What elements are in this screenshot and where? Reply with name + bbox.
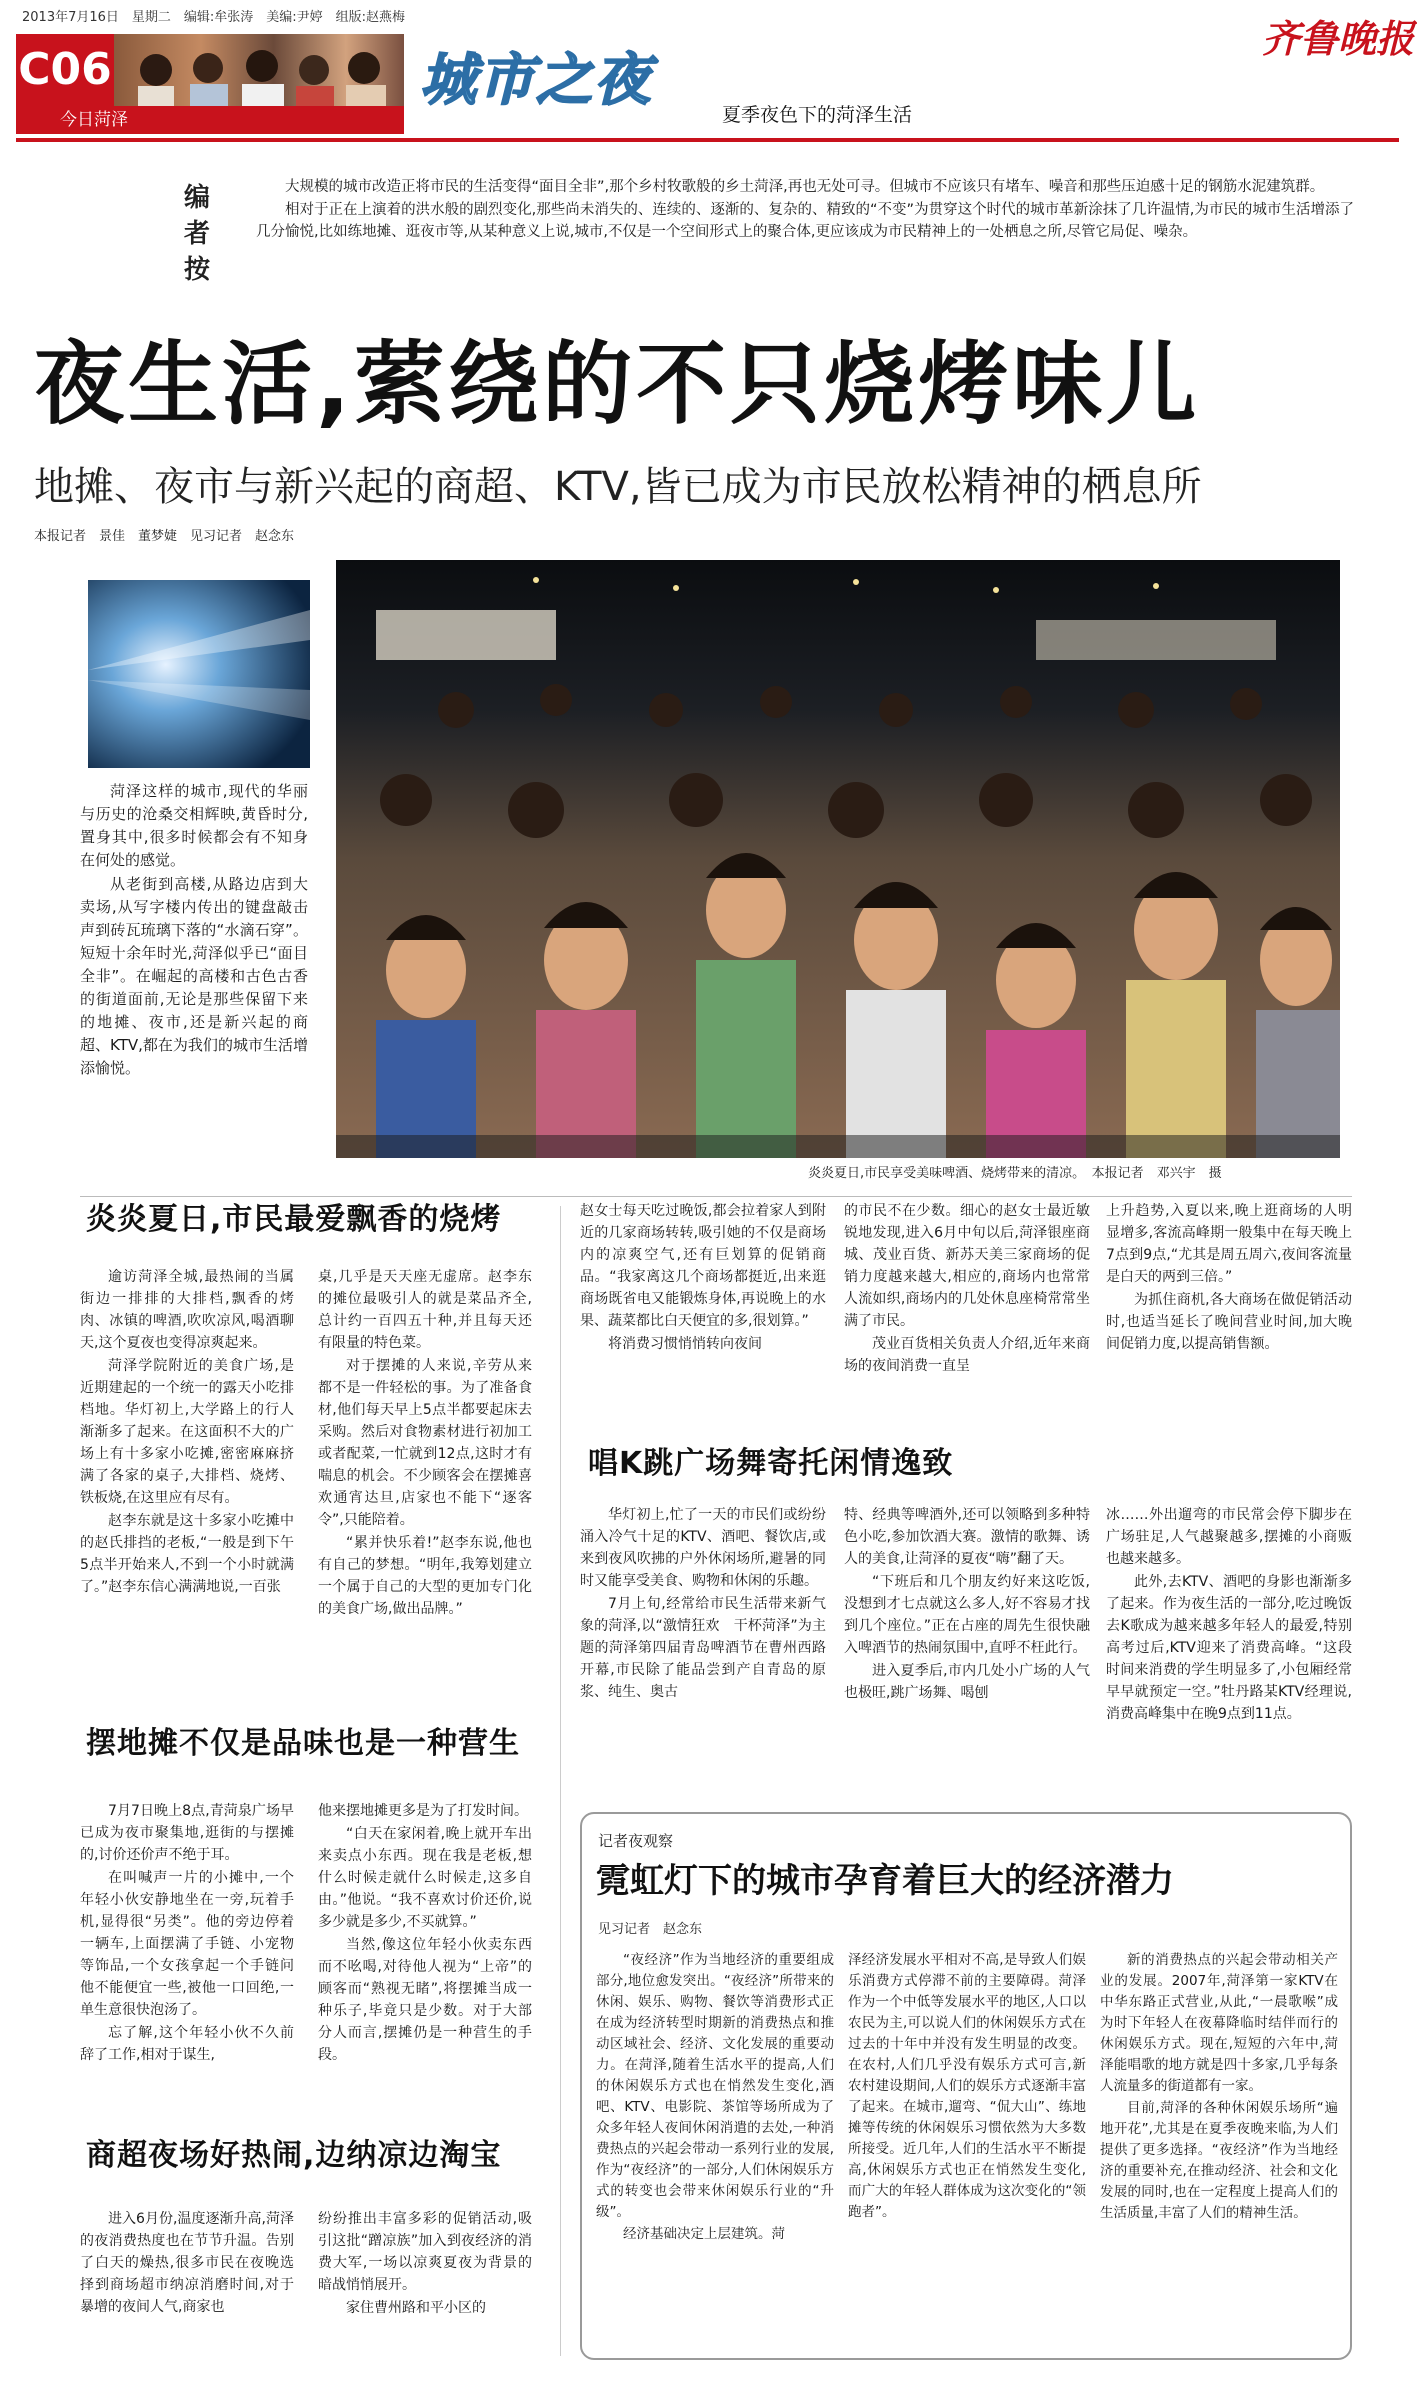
column-title: 城市之夜 — [420, 48, 652, 113]
mall-col-4 — [844, 1200, 1090, 1378]
editor-note-paragraph: 相对于正在上演着的洪水般的剧烈变化,那些尚未消失的、连续的、逐渐的、复杂的、精致的“不变”为贯穿这个时代的城市革新涂抹了几许温情,为市民的城市生活增添了几分愉悦,比如练地摊、逛夜市等,从某种意义上说,城市,不仅是一个空间形式上的聚合体,更应该成为市民精神上的一处栖息之所,尽管它局促、噪杂。 — [256, 202, 1354, 240]
paragraph: 泽经济发展水平相对不高,是导致人们娱乐消费方式停滞不前的主要障碍。菏泽作为一个中低等发展水平的地区,人口以农民为主,可以说人们的休闲娱乐方式在过去的十年中并没有发生明显的改变。在农村,人们几乎没有娱乐方式可言,新农村建设期间,人们的娱乐方式逐渐丰富了起来。在城市,遛弯、“侃大山”、练地摊等传统的休闲娱乐习惯依然为大多数所接受。近几年,人们的生活水平不断提高,休闲娱乐方式也正在悄然发生变化,而广大的年轻人群体成为这次变化的“领跑者”。 — [848, 1952, 1086, 2220]
paragraph: 逾访菏泽全城,最热闹的当属街边一排排的大排档,飘香的烤肉、冰镇的啤酒,吹吹凉风,喝酒聊天,这个夏夜也变得凉爽起来。 — [80, 1269, 294, 1351]
bbq-col-2 — [318, 1266, 532, 1621]
paragraph: 家住曹州路和平小区的 — [346, 2300, 486, 2316]
paragraph: 的市民不在少数。细心的赵女士最近敏锐地发现,进入6月中旬以后,菏泽银座商城、茂业百货、新苏天美三家商场的促销力度越来越大,相应的,商场内也常常人流如织,商场内的几处休息座椅常常坐满了市民。 — [844, 1203, 1090, 1329]
photo-caption: 炎炎夏日,市民享受美味啤酒、烧烤带来的清凉。 本报记者 邓兴宇 摄 — [808, 1166, 1222, 1181]
paragraph: 赵女士每天吃过晚饭,都会拉着家人到附近的几家商场转转,吸引她的不仅是商场内的凉爽空气,还有巨划算的促销商品。“我家离这几个商场都挺近,出来逛商场既省电又能锻炼身体,再说晚上的水果、蔬菜都比白天便宜的多,很划算。” — [580, 1203, 826, 1329]
stall-col-1 — [80, 1800, 294, 2067]
paragraph: “白天在家闲着,晚上就开车出来卖点小东西。现在我是老板,想什么时候走就什么时候走,这多自由。”他说。“我不喜欢讨价还价,说多少就是多少,不买就算。” — [318, 1826, 532, 1930]
subheadline: 地摊、夜市与新兴起的商超、KTV,皆已成为市民放松精神的栖息所 — [34, 464, 1202, 510]
editor-note-char: 编 — [184, 183, 211, 213]
editor-note — [256, 176, 1354, 244]
ktv-col-2 — [844, 1504, 1090, 1705]
observation-col-2 — [848, 1950, 1086, 2224]
paragraph: 将消费习惯悄悄转向夜间 — [608, 1336, 762, 1352]
observation-col-1 — [596, 1950, 834, 2246]
stall-col-2 — [318, 1800, 532, 2067]
main-photo — [336, 560, 1340, 1158]
paragraph: 为抓住商机,各大商场在做促销活动时,也适当延长了晚间营业时间,加大晚间促销力度,以提高销售额。 — [1106, 1292, 1352, 1352]
paragraph: 特、经典等啤酒外,还可以领略到多种特色小吃,参加饮酒大赛。激情的歌舞、诱人的美食,让菏泽的夏夜“嗨”翻了天。 — [844, 1507, 1090, 1567]
paragraph: 此外,去KTV、酒吧的身影也渐渐多了起来。作为夜生活的一部分,吃过晚饭去K歌成为越来越多年轻人的最爱,特别高考过后,KTV迎来了消费高峰。“这段时间来消费的学生明显多了,小包厢经常早早就预定一空。”牡丹路某KTV经理说,消费高峰集中在晚9点到11点。 — [1106, 1574, 1352, 1722]
paragraph: 目前,菏泽的各种休闲娱乐场所“遍地开花”,尤其是在夏季夜晚来临,为人们提供了更多选择。“夜经济”作为当地经济的重要补充,在推动经济、社会和文化发展的同时,也在一定程度上提高人们的生活质量,丰富了人们的精神生活。 — [1100, 2100, 1338, 2221]
divider — [80, 1196, 1352, 1197]
masthead-logo: 齐鲁晚报 — [1262, 16, 1415, 61]
paragraph: 桌,几乎是天天座无虚席。赵李东的摊位最吸引人的就是菜品齐全,总计约一百四五十种,并且每天还有限量的特色菜。 — [318, 1269, 532, 1351]
paragraph: 对于摆摊的人来说,辛劳从来都不是一件轻松的事。为了准备食材,他们每天早上5点半都要起床去采购。然后对食物素材进行初加工或者配菜,一忙就到12点,这时才有喘息的机会。不少顾客会在摆摊喜欢通宵达旦,店家也不能下“逐客令”,只能陪着。 — [318, 1358, 532, 1528]
paragraph: “下班后和几个朋友约好来这吃饭,没想到才七点就这么多人,好不容易才找到几个座位。”正在占座的周先生很快融入啤酒节的热闹氛围中,直呼不枉此行。 — [844, 1574, 1090, 1656]
mall-col-3 — [580, 1200, 826, 1356]
observation-box — [580, 1812, 1352, 2360]
paragraph: 当然,像这位年轻小伙卖东西而不吆喝,对待他人视为“上帝”的顾客而“熟视无睹”,将摆摊当成一种乐子,毕竟只是少数。对于大部分人而言,摆摊仍是一种营生的手段。 — [318, 1937, 532, 2063]
observation-label: 记者夜观察 — [598, 1832, 674, 1850]
observation-col-3 — [1100, 1950, 1338, 2225]
editor-note-char: 者 — [184, 219, 211, 249]
section-title-ktv: 唱K跳广场舞寄托闲情逸致 — [588, 1446, 954, 1481]
paragraph: 菏泽学院附近的美食广场,是近期建起的一个统一的露天小吃排档地。华灯初上,大学路上的行人渐渐多了起来。在这面积不大的广场上有十多家小吃摊,密密麻麻挤满了各家的桌子,大排档、烧烤、铁板烧,在这里应有尽有。 — [80, 1358, 294, 1506]
paragraph: 他来摆地摊更多是为了打发时间。 — [318, 1803, 528, 1819]
header-banner — [16, 34, 1399, 142]
intro-text — [80, 780, 308, 1081]
header-meta: 2013年7月16日 星期二 编辑:牟张涛 美编:尹婷 组版:赵燕梅 — [22, 10, 406, 25]
paragraph: 纷纷推出丰富多彩的促销活动,吸引这批“蹭凉族”加入到夜经济的消费大军,一场以凉爽夏夜为背景的暗战悄悄展开。 — [318, 2211, 532, 2293]
ktv-col-1 — [580, 1504, 826, 1704]
column-rule — [560, 1206, 561, 2356]
paragraph: 7月7日晚上8点,青菏泉广场早已成为夜市聚集地,逛街的与摆摊的,讨价还价声不绝于耳。 — [80, 1803, 294, 1863]
section-title-mall: 商超夜场好热闹,边纳凉边淘宝 — [86, 2138, 502, 2173]
mall-col-5 — [1106, 1200, 1352, 1356]
headline-byline: 本报记者 景佳 董梦婕 见习记者 赵念东 — [34, 529, 295, 544]
paragraph: 冰……外出遛弯的市民常会停下脚步在广场驻足,人气越聚越多,摆摊的小商贩也越来越多。 — [1106, 1507, 1352, 1567]
paragraph: 上升趋势,入夏以来,晚上逛商场的人明显增多,客流高峰期一般集中在每天晚上7点到9点,“尤其是周五周六,夜间客流量是白天的两到三倍。” — [1106, 1203, 1352, 1285]
headline: 夜生活,萦绕的不只烧烤味儿 — [34, 332, 1201, 437]
section-label: 今日菏泽 — [16, 106, 404, 134]
ktv-col-3 — [1106, 1504, 1352, 1726]
mall-col-2 — [318, 2208, 532, 2320]
intro-paragraph: 菏泽这样的城市,现代的华丽与历史的沧桑交相辉映,黄昏时分,置身其中,很多时候都会有不知身在何处的感觉。 — [80, 782, 308, 869]
mall-col-1 — [80, 2208, 294, 2319]
section-title-bbq: 炎炎夏日,市民最爱飘香的烧烤 — [86, 1202, 502, 1237]
paragraph: 进入6月份,温度逐渐升高,菏泽的夜消费热度也在节节升温。告别了白天的燥热,很多市民在夜晚选择到商场超市纳凉消磨时间,对于暴增的夜间人气,商家也 — [80, 2211, 294, 2315]
paragraph: “累并快乐着!”赵李东说,他也有自己的梦想。“明年,我筹划建立一个属于自己的大型的更加专门化的美食广场,做出品牌。” — [318, 1535, 532, 1617]
header-rule — [16, 138, 1399, 142]
paragraph: 经济基础决定上层建筑。菏 — [623, 2226, 785, 2242]
paragraph: 忘了解,这个年轻小伙不久前辞了工作,相对于谋生, — [80, 2025, 294, 2063]
page-number: C06 — [16, 34, 114, 106]
intro-paragraph: 从老街到高楼,从路边店到大卖场,从写字楼内传出的键盘敲击声到砖瓦琉璃下落的“水滴石穿”。短短十余年时光,菏泽似乎已“面目全非”。在崛起的高楼和古色古香的街道面前,无论是那些保留下来的地摊、夜市,还是新兴起的商超、KTV,都在为我们的城市生活增添愉悦。 — [80, 875, 308, 1077]
bbq-col-1 — [80, 1266, 294, 1599]
editor-note-char: 按 — [184, 255, 211, 285]
paragraph: 进入夏季后,市内几处小广场的人气也极旺,跳广场舞、喝刨 — [844, 1663, 1090, 1701]
spotlight-photo — [88, 580, 310, 768]
paragraph: 在叫喊声一片的小摊中,一个年轻小伙安静地坐在一旁,玩着手机,显得很“另类”。他的旁边停着一辆车,上面摆满了手链、小宠物等饰品,一个女孩拿起一个手链问他不能便宜一些,被他一口回绝,一单生意很快泡汤了。 — [80, 1870, 294, 2018]
paragraph: “夜经济”作为当地经济的重要组成部分,地位愈发突出。“夜经济”所带来的休闲、娱乐、购物、餐饮等消费形式正在成为经济转型时期新的消费热点和推动区域社会、经济、文化发展的重要动力。在菏泽,随着生活水平的提高,人们的休闲娱乐方式也在悄然发生变化,酒吧、KTV、电影院、茶馆等场所成为了众多年轻人夜间休闲消遣的去处,一种消费热点的兴起会带动一系列行业的发展,作为“夜经济”的一部分,人们休闲娱乐方式的转变也会带来休闲娱乐行业的“升级”。 — [596, 1952, 834, 2220]
paragraph: 新的消费热点的兴起会带动相关产业的发展。2007年,菏泽第一家KTV在中华东路正式营业,从此,“一晨歌喉”成为时下年轻人在夜幕降临时结伴而行的休闲娱乐方式。现在,短短的六年中,菏泽能唱歌的地方就是四十多家,几乎每条人流量多的街道都有一家。 — [1100, 1952, 1338, 2094]
observation-title: 霓虹灯下的城市孕育着巨大的经济潜力 — [596, 1861, 1174, 1901]
paragraph: 华灯初上,忙了一天的市民们或纷纷涌入冷气十足的KTV、酒吧、餐饮店,或来到夜风吹拂的户外休闲场所,避暑的同时又能享受美食、购物和休闲的乐趣。 — [580, 1507, 826, 1589]
paragraph: 茂业百货相关负责人介绍,近年来商场的夜间消费一直呈 — [844, 1336, 1090, 1374]
editor-note-label — [184, 180, 214, 288]
column-subtitle: 夏季夜色下的菏泽生活 — [722, 104, 913, 126]
section-title-stall: 摆地摊不仅是品味也是一种营生 — [86, 1726, 520, 1761]
paragraph: 7月上旬,经常给市民生活带来新气象的菏泽,以“激情狂欢 干杯菏泽”为主题的菏泽第四届青岛啤酒节在曹州西路开幕,市民除了能品尝到产自青岛的原浆、纯生、奥古 — [580, 1596, 826, 1700]
paragraph: 赵李东就是这十多家小吃摊中的赵氏排挡的老板,“一般是到下午5点半开始来人,不到一个小时就满了。”赵李东信心满满地说,一百张 — [80, 1513, 294, 1595]
editor-note-paragraph: 大规模的城市改造正将市民的生活变得“面目全非”,那个乡村牧歌般的乡土菏泽,再也无处可寻。但城市不应该只有堵车、噪音和那些压迫感十足的钢筋水泥建筑群。 — [285, 179, 1325, 195]
observation-byline: 见习记者 赵念东 — [598, 1922, 703, 1937]
